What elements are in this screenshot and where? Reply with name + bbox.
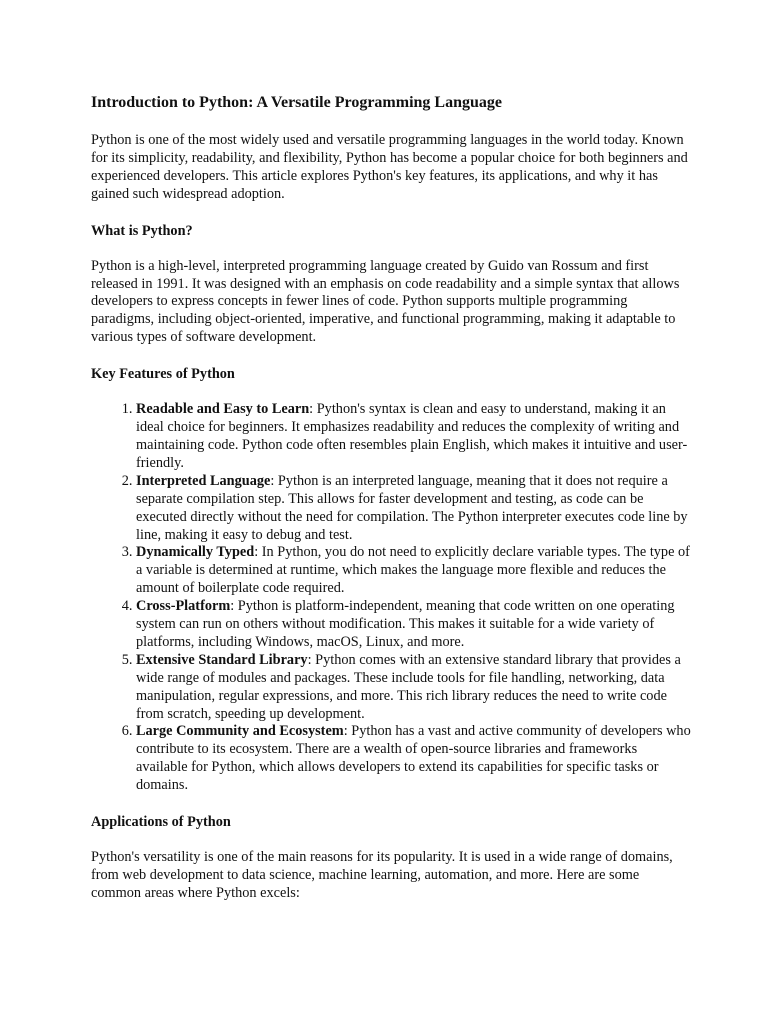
feature-item-readable xyxy=(136,401,691,473)
feature-term: Cross-Platform xyxy=(136,598,231,615)
feature-text: : Python has a vast and active community of developers who contribute to its ecosystem. There are a wealth of open-source libraries and frameworks available for Python, which allows developers to extend its capabilities for specific tasks or domains. xyxy=(136,723,691,794)
feature-term: Large Community and Ecosystem xyxy=(136,723,344,740)
feature-term: Readable and Easy to Learn xyxy=(136,401,310,418)
feature-item-interpreted xyxy=(136,473,691,545)
feature-text: : Python's syntax is clean and easy to understand, making it an ideal choice for beginners. It emphasizes readability and reduces the complexity of writing and maintaining code. Python code often resembles plain English, which makes it intuitive and user-friendly. xyxy=(136,401,688,471)
what-is-python-paragraph: Python is a high-level, interpreted programming language created by Guido van Rossum and first released in 1991. It was designed with an emphasis on code readability and a simple syntax that allows developers to express concepts in fewer lines of code. Python supports multiple programming paradigms, including object-oriented, imperative, and functional programming, making it adaptable to various types of software development. xyxy=(91,257,680,346)
intro-paragraph: Python is one of the most widely used and versatile programming languages in the world today. Known for its simplicity, readability, and flexibility, Python has become a popular choice for both beginners and experienced developers. This article explores Python's key features, its applications, and why it has gained such widespread adoption. xyxy=(91,132,688,202)
feature-item-dynamic-typing xyxy=(136,544,691,598)
feature-text: : In Python, you do not need to explicitly declare variable types. The type of a variable is determined at runtime, which makes the language more flexible and reduces the amount of boilerplate code required. xyxy=(136,544,690,597)
key-features-heading: Key Features of Python xyxy=(91,366,235,383)
feature-item-cross-platform xyxy=(136,598,691,652)
feature-term: Extensive Standard Library xyxy=(136,651,308,668)
feature-term: Dynamically Typed xyxy=(136,544,255,561)
feature-text: : Python is an interpreted language, meaning that it does not require a separate compilation step. This allows for faster development and testing, as code can be executed directly without the need for compilation. The Python interpreter executes code line by line, making it easy to debug and test. xyxy=(136,472,688,543)
document-page xyxy=(91,92,691,921)
feature-text: : Python is platform-independent, meaning that code written on one operating system can run on others without modification. This makes it suitable for a wide variety of platforms, including Windows, macOS, Linux, and more. xyxy=(136,598,675,650)
applications-paragraph: Python's versatility is one of the main reasons for its popularity. It is used in a wide range of domains, from web development to data science, machine learning, automation, and more. Here are some common areas where Python excels: xyxy=(91,849,673,901)
feature-item-community xyxy=(136,723,691,795)
feature-text: : Python comes with an extensive standard library that provides a wide range of modules and packages. These include tools for file handling, networking, data manipulation, regular expressions, and more. This rich library reduces the need to write code from scratch, speeding up development. xyxy=(136,651,681,722)
applications-heading: Applications of Python xyxy=(91,814,231,831)
feature-term: Interpreted Language xyxy=(136,472,271,489)
key-features-list xyxy=(91,401,691,795)
what-is-python-heading: What is Python? xyxy=(91,222,193,239)
feature-item-standard-library xyxy=(136,652,691,724)
document-title: Introduction to Python: A Versatile Programming Language xyxy=(91,94,502,111)
